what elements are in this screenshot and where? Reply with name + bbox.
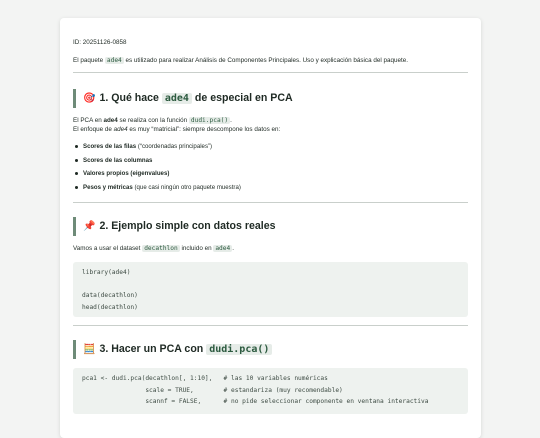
- section-3-title-code: dudi.pca(): [206, 344, 272, 355]
- section-2-heading: [73, 217, 468, 236]
- list-item: [83, 181, 468, 195]
- list-item: [83, 154, 468, 168]
- section-2-paragraph: [73, 244, 468, 253]
- document-card: [60, 18, 481, 438]
- text: .: [230, 117, 232, 124]
- text: incluido en: [179, 245, 214, 252]
- text: El enfoque de: [73, 126, 114, 133]
- divider: [73, 202, 468, 203]
- code-block-example[interactable]: library(ade4) data(decathlon) head(decathlon): [73, 262, 468, 317]
- section-1-heading: [73, 89, 468, 108]
- intro-suffix: es utilizado para realizar Análisis de Componentes Principales. Uso y explicación básica del paquete.: [123, 57, 408, 64]
- divider: [73, 325, 468, 326]
- list-item-bold: Pesos y métricas: [83, 183, 133, 191]
- list-item-text: (que casi ningún otro paquete muestra): [132, 183, 241, 191]
- section-3-title-prefix: 3. Hacer un PCA con: [99, 343, 207, 355]
- section-1-paragraph-1: [73, 116, 468, 125]
- text: es muy “matricial”: siempre descompone los datos en:: [127, 126, 281, 133]
- list-item: [83, 167, 468, 181]
- intro-paragraph: [73, 56, 468, 65]
- document-id: ID: 20251126-0858: [73, 39, 127, 46]
- text: se realiza con la función: [117, 117, 189, 124]
- list-item-bold: Scores de las columnas: [83, 156, 153, 164]
- text: Vamos a usar el dataset: [73, 245, 143, 252]
- section-1-title-prefix: 1. Qué hace: [99, 92, 162, 104]
- list-item-text: (“coordenadas principales”): [136, 143, 213, 150]
- list-item: [83, 140, 468, 154]
- bold-text: ade4: [103, 117, 118, 124]
- list-item-bold: Scores de las filas: [83, 143, 137, 150]
- section-1-title-code: ade4: [162, 93, 192, 104]
- section-3-heading: [73, 340, 468, 359]
- text: .: [232, 245, 234, 252]
- divider: [73, 72, 468, 73]
- section-1-paragraph-2: [73, 125, 468, 134]
- inline-code: ade4: [215, 245, 231, 252]
- section-1-list: [73, 140, 468, 194]
- inline-code: decathlon: [144, 245, 178, 252]
- section-2-title: 2. Ejemplo simple con datos reales: [99, 220, 276, 232]
- target-icon: 🎯: [83, 93, 96, 104]
- intro-prefix: El paquete: [73, 57, 105, 64]
- section-1-title-suffix: de especial en PCA: [191, 92, 293, 104]
- list-item-bold: Valores propios (eigenvalues): [83, 170, 170, 177]
- intro-code: ade4: [106, 57, 122, 64]
- text: El PCA en: [73, 117, 104, 124]
- code-block-pca[interactable]: pca1 <- dudi.pca(decathlon[, 1:10], # las 10 variables numéricas scale = TRUE, # estandariza (muy recomendable) scannf = FALSE, # no pide seleccionar componente en ventana interactiva: [73, 368, 468, 414]
- inline-code: dudi.pca(): [190, 117, 229, 124]
- abacus-icon: 🧮: [83, 344, 96, 355]
- italic-text: ade4: [113, 126, 128, 133]
- pushpin-icon: 📌: [83, 221, 96, 232]
